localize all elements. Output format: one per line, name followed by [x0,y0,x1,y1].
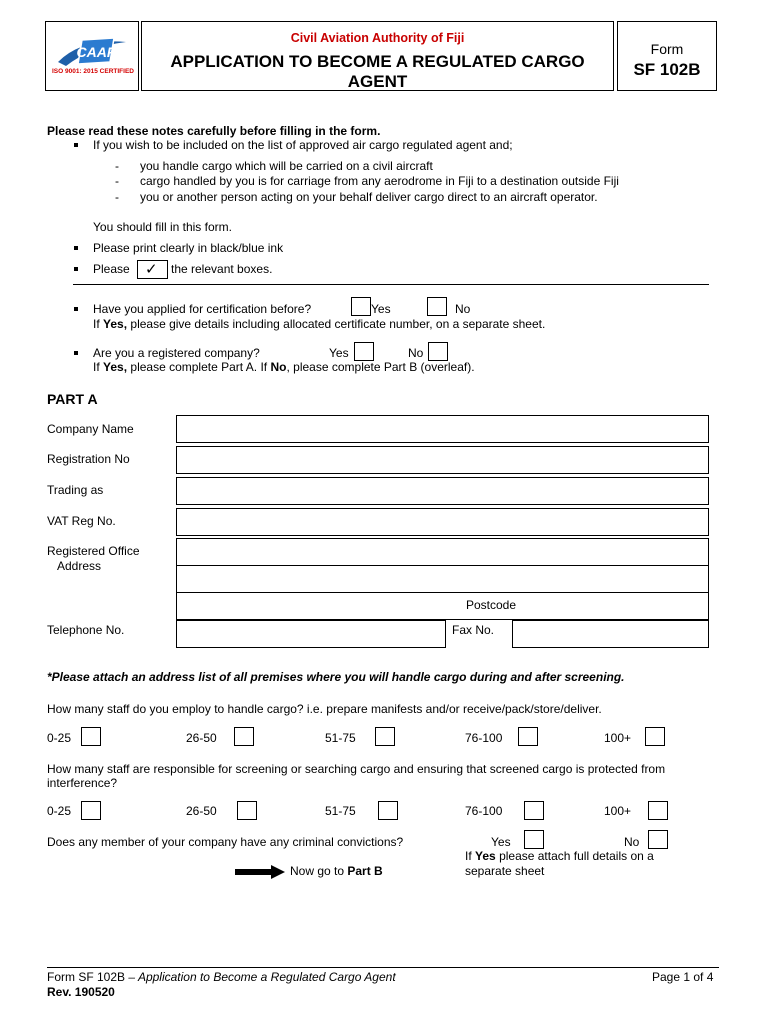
form-label: Form [650,41,684,57]
staff-range-checkbox-3[interactable] [375,727,395,746]
vat-reg-field[interactable] [176,508,709,536]
example-check-box [137,260,168,279]
condition-1: - you handle cargo which will be carried on a civil aircraft [115,159,433,173]
condition-1-text: you handle cargo which will be carried on a civil aircraft [140,159,433,173]
staff-range-checkbox-5[interactable] [645,727,665,746]
condition-3: - you or another person acting on your behalf deliver cargo direct to an aircraft operator. [115,190,598,204]
screen-range-label-3: 51-75 [325,804,356,818]
address-field-2[interactable] [176,565,709,593]
company-question: Are you a registered company? [93,346,260,360]
company-yes-label: Yes [329,346,349,360]
company-no-checkbox[interactable] [428,342,448,361]
screen-range-checkbox-2[interactable] [237,801,257,820]
company-name-label: Company Name [47,422,134,436]
next-text: Now go to [290,864,345,878]
staff-range-label-3: 51-75 [325,731,356,745]
logo-box [45,21,139,91]
company-yes-checkbox[interactable] [354,342,374,361]
staff-range-label-1: 0-25 [47,731,72,745]
title-box [141,21,614,91]
cert-detail-rest: please give details including allocated certificate number, on a separate sheet. [130,317,546,331]
criminal-no-label: No [624,835,640,849]
criminal-yes-label: Yes [491,835,511,849]
form-number-box [617,21,717,91]
divider [73,284,709,285]
screen-range-checkbox-1[interactable] [81,801,101,820]
company-name-field[interactable] [176,415,709,443]
cert-detail-if: If [93,317,100,331]
staff-range-checkbox-2[interactable] [234,727,254,746]
screen-range-checkbox-5[interactable] [648,801,668,820]
registration-no-label: Registration No [47,452,130,466]
arrow-right-icon [235,865,285,879]
form-title-line2: AGENT [347,72,408,91]
screen-question: How many staff are responsible for screening or searching cargo and ensuring that screened cargo is protected from interference? [47,762,666,790]
staff-range-label-5: 100+ [604,731,632,745]
company-detail-if: If [93,360,100,374]
cert-yes-label: Yes [371,302,391,316]
footer-rule [47,967,719,968]
cert-no-label: No [455,302,471,316]
iso-caption: ISO 9001: 2015 CERTIFIED [51,68,134,75]
caaf-logo-icon [52,32,132,72]
footer-page: Page 1 of 4 [652,970,714,984]
staff-range-label-4: 76-100 [465,731,503,745]
notes-intro: Please read these notes carefully before filling in the form. [47,124,381,138]
cert-question: Have you applied for certification before? [93,302,312,316]
fax-label: Fax No. [452,623,495,637]
form-title-line1: APPLICATION TO BECOME A REGULATED CARGO [170,52,585,71]
footer-rev: Rev. 190520 [47,985,115,999]
company-detail-end: , please complete Part B (overleaf). [286,360,475,374]
criminal-detail-text: please attach full details on a [499,849,654,863]
footer-form-title: – Application to Become a Regulated Cargo Agent [128,970,396,984]
footer-form-number: Form SF 102B [47,970,126,984]
staff-range-checkbox-4[interactable] [518,727,538,746]
telephone-field[interactable] [176,620,446,648]
staff-range-label-2: 26-50 [186,731,217,745]
trading-as-field[interactable] [176,477,709,505]
company-detail [93,360,475,374]
trading-as-label: Trading as [47,483,104,497]
criminal-detail-if: If [465,849,472,863]
screen-range-label-5: 100+ [604,804,632,818]
company-no-label: No [408,346,424,360]
authority-name: Civil Aviation Authority of Fiji [290,31,465,45]
part-a-heading: PART A [47,391,98,407]
cert-no-checkbox[interactable] [427,297,447,316]
criminal-detail-1 [465,849,654,863]
attach-note: *Please attach an address list of all premises where you will handle cargo during and after screening. [47,670,625,684]
cert-detail-yes: Yes, [103,317,128,331]
notes-please: Please [93,262,130,276]
telephone-label: Telephone No. [47,623,125,637]
fax-field[interactable] [512,620,709,648]
criminal-no-checkbox[interactable] [648,830,668,849]
svg-text:CAAF: CAAF [76,44,116,60]
address-field-1[interactable] [176,538,709,566]
condition-3-text: you or another person acting on your behalf deliver cargo direct to an aircraft operator. [140,190,598,204]
registration-no-field[interactable] [176,446,709,474]
form-number: SF 102B [633,60,701,79]
criminal-detail-2: separate sheet [465,864,545,878]
notes-fill: You should fill in this form. [93,220,232,234]
criminal-detail-yes: Yes [475,849,496,863]
condition-2-text: cargo handled by you is for carriage from any aerodrome in Fiji to a destination outside Fiji [140,174,619,188]
criminal-question: Does any member of your company have any criminal convictions? [47,835,404,849]
notes-relevant: the relevant boxes. [171,262,273,276]
registered-office-label: Registered Office [47,544,140,558]
company-detail-yes: Yes, [103,360,128,374]
company-detail-no: No [270,360,287,374]
next-instruction [290,864,383,878]
cert-yes-checkbox[interactable] [351,297,371,316]
staff-range-checkbox-1[interactable] [81,727,101,746]
postcode-label: Postcode [466,598,517,612]
cert-detail [93,317,545,331]
check-mark-icon: ✓ [145,261,158,278]
vat-reg-label: VAT Reg No. [47,514,116,528]
staff-question: How many staff do you employ to handle cargo? i.e. prepare manifests and/or receive/pack/store/deliver. [47,702,602,716]
footer-form [47,970,396,984]
screen-range-label-1: 0-25 [47,804,72,818]
address-field-3[interactable] [176,592,709,620]
condition-2: - cargo handled by you is for carriage from any aerodrome in Fiji to a destination outside Fiji [115,174,619,188]
screen-range-label-4: 76-100 [465,804,503,818]
screen-range-checkbox-4[interactable] [524,801,544,820]
screen-range-label-2: 26-50 [186,804,217,818]
criminal-yes-checkbox[interactable] [524,830,544,849]
next-part-b: Part B [347,864,383,878]
notes-print: Please print clearly in black/blue ink [93,241,284,255]
screen-range-checkbox-3[interactable] [378,801,398,820]
address-label: Address [57,559,102,573]
company-detail-mid: please complete Part A. If [130,360,268,374]
notes-wish: If you wish to be included on the list of approved air cargo regulated agent and; [93,138,513,152]
